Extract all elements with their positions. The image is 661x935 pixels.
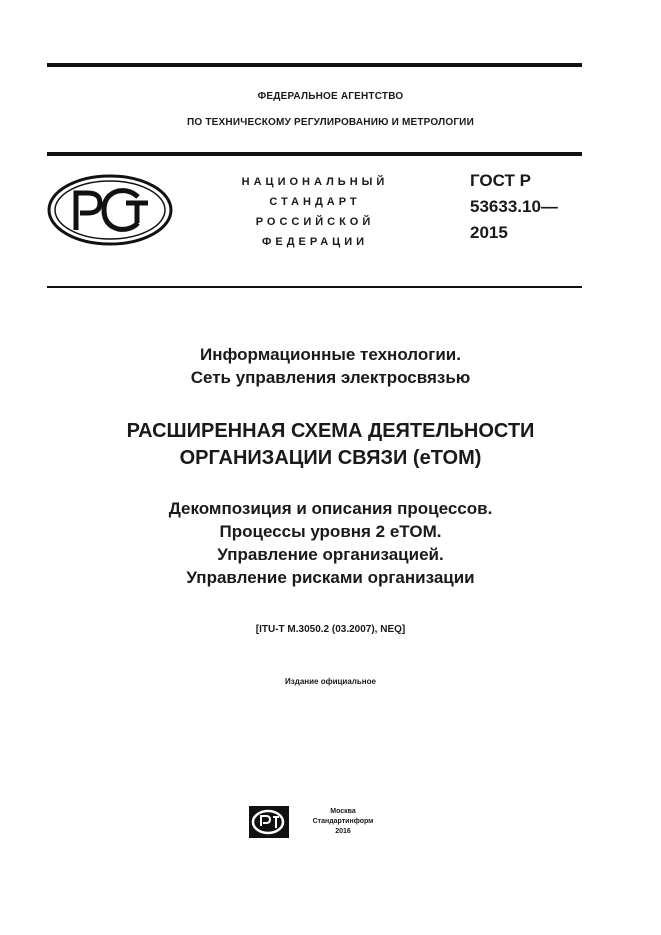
detail-line: Управление рисками организации [186,568,475,587]
standard-type-line: ФЕДЕРАЦИИ [261,236,369,248]
subtitle [0,343,661,389]
main-title-line: РАСШИРЕННАЯ СХЕМА ДЕЯТЕЛЬНОСТИ [126,420,535,442]
subtitle-line: Информационные технологии. [200,345,461,364]
standard-type [220,172,410,252]
title-details [0,497,661,589]
edition-note: Издание официальное [285,677,376,686]
publisher-city: Москва [330,808,356,815]
standard-code-line: ГОСТ Р [470,171,531,190]
standard-code-line: 2015 [470,223,508,242]
agency-line-2: ПО ТЕХНИЧЕСКОМУ РЕГУЛИРОВАНИЮ И МЕТРОЛОГИИ [187,117,474,128]
standard-code-line: 53633.10— [470,197,558,216]
main-title-line: ОРГАНИЗАЦИИ СВЯЗИ (eTOM) [179,447,482,469]
main-title [0,418,661,472]
standard-code [470,168,558,246]
header-rule [47,152,582,156]
standartinform-logo-icon [248,805,290,839]
top-rule [47,63,582,67]
standard-type-line: РОССИЙСКОЙ [255,216,375,228]
agency-line-1: ФЕДЕРАЛЬНОЕ АГЕНТСТВО [257,91,404,102]
gost-logo-icon [46,173,174,247]
standard-type-line: СТАНДАРТ [269,196,361,208]
subtitle-line: Сеть управления электросвязью [190,368,471,387]
standard-rule [47,286,582,288]
publisher-name: Стандартинформ [312,818,374,825]
publisher-year: 2016 [335,828,351,835]
itu-reference: [ITU-T M.3050.2 (03.2007), NEQ] [255,624,406,635]
detail-line: Декомпозиция и описания процессов. [168,499,493,518]
detail-line: Процессы уровня 2 eTOM. [219,522,442,541]
detail-line: Управление организацией. [217,545,444,564]
publisher-info [298,807,388,837]
standard-type-line: НАЦИОНАЛЬНЫЙ [241,176,389,188]
